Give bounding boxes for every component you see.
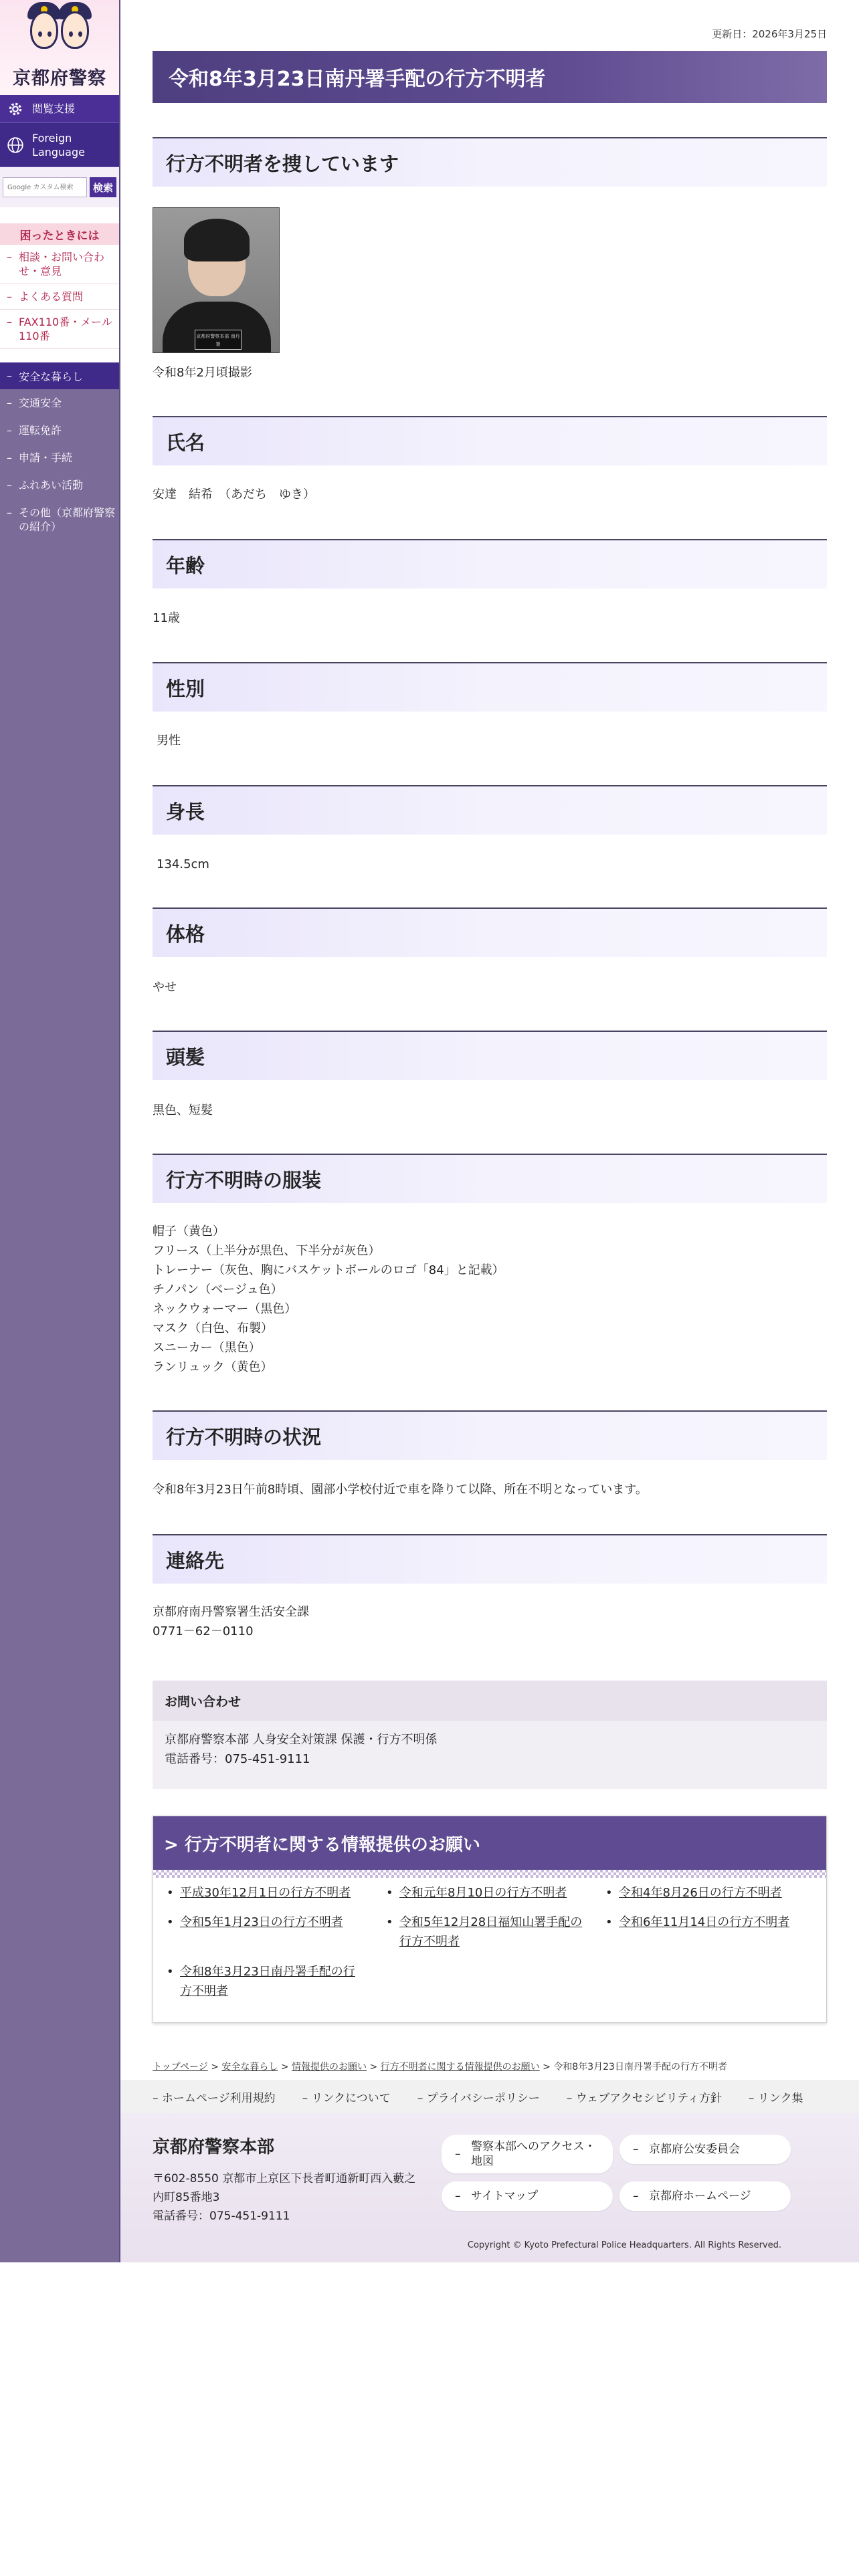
inquiry-heading: お問い合わせ — [153, 1681, 827, 1721]
name-value: 安達 結希 （あだち ゆき） — [153, 488, 315, 502]
section-searching: 行方不明者を捜しています — [153, 137, 827, 187]
gear-icon — [7, 100, 24, 118]
sidebar-item-traffic[interactable]: – 交通安全 — [0, 389, 119, 417]
clothes-list — [153, 1222, 504, 1377]
inquiry-line: 京都府警察本部 人身安全対策課 保護・行方不明係 — [165, 1733, 438, 1747]
related-link[interactable]: • 令和4年8月26日の行方不明者 — [605, 1883, 806, 1903]
footer-link-privacy[interactable]: – プライバシーポリシー — [417, 2091, 540, 2105]
breadcrumb-link[interactable]: 安全な暮らし — [221, 2062, 278, 2072]
foreign-language-button[interactable] — [0, 123, 119, 167]
pill-sitemap[interactable]: – サイトマップ — [442, 2181, 613, 2211]
missing-person-photo — [153, 207, 280, 353]
hair-value: 黒色、短髪 — [153, 1103, 213, 1117]
globe-icon — [7, 136, 24, 154]
footer-link-terms[interactable]: – ホームページ利用規約 — [153, 2091, 276, 2105]
section-clothes: 行方不明時の服装 — [153, 1154, 827, 1203]
trouble-menu — [0, 207, 119, 362]
related-link[interactable]: • 令和5年1月23日の行方不明者 — [167, 1913, 367, 1932]
breadcrumb: トップページ > 安全な暮らし > 情報提供のお願い > 行方不明者に関する情報提供のお願い > 令和8年3月23日南丹署手配の行方不明者 — [153, 2062, 727, 2072]
section-age: 年齢 — [153, 539, 827, 588]
sidebar-item-application[interactable]: – 申請・手続 — [0, 444, 119, 471]
trouble-item-faq[interactable]: – よくある質問 — [0, 284, 119, 310]
browse-support-button[interactable] — [0, 95, 119, 123]
related-link[interactable]: • 令和8年3月23日南丹署手配の行方不明者 — [167, 1962, 361, 2001]
pill-public-safety[interactable]: – 京都府公安委員会 — [619, 2135, 791, 2164]
related-link[interactable]: • 令和5年12月28日福知山署手配の行方不明者 — [386, 1913, 593, 1951]
pill-access-map[interactable]: – 警察本部へのアクセス・地図 — [442, 2135, 613, 2173]
breadcrumb-current: 令和8年3月23日南丹署手配の行方不明者 — [553, 2062, 727, 2072]
situation-value: 令和8年3月23日午前8時頃、園部小学校付近で車を降りて以降、所在不明となっています。 — [153, 1483, 648, 1497]
age-value: 11歳 — [153, 611, 180, 625]
contact-line: 0771－62－0110 — [153, 1624, 254, 1638]
clothes-item: ランリュック（黄色） — [153, 1360, 273, 1374]
clothes-item: フリース（上半分が黒色、下半分が灰色） — [153, 1244, 381, 1258]
related-links-heading: > 行方不明者に関する情報提供のお願い — [153, 1816, 826, 1870]
breadcrumb-link[interactable]: トップページ — [153, 2062, 208, 2072]
trouble-item-consult[interactable]: – 相談・お問い合わせ・意見 — [0, 245, 119, 284]
search-box — [0, 167, 119, 207]
height-value: 134.5cm — [157, 857, 209, 871]
site-logo[interactable] — [0, 0, 119, 95]
sidebar-item-community[interactable]: – ふれあい活動 — [0, 471, 119, 499]
section-contact: 連絡先 — [153, 1534, 827, 1584]
search-input[interactable] — [3, 177, 87, 197]
section-height: 身長 — [153, 785, 827, 835]
section-hair: 頭髪 — [153, 1031, 827, 1080]
clothes-item: スニーカー（黒色） — [153, 1341, 261, 1355]
related-link[interactable]: • 令和6年11月14日の行方不明者 — [605, 1913, 806, 1932]
updated-date: 更新日：2026年3月25日 — [712, 28, 827, 40]
sidebar-item-license[interactable]: – 運転免許 — [0, 417, 119, 444]
breadcrumb-link[interactable]: 行方不明者に関する情報提供のお願い — [380, 2062, 540, 2072]
clothes-item: マスク（白色、布製） — [153, 1321, 273, 1335]
related-link[interactable]: • 平成30年12月1日の行方不明者 — [167, 1883, 367, 1903]
photo-caption: 令和8年2月頃撮影 — [153, 366, 252, 380]
pill-prefecture-site[interactable]: – 京都府ホームページ — [619, 2181, 791, 2211]
inquiry-box — [153, 1681, 827, 1789]
sidebar-item-other[interactable]: – その他（京都府警察の紹介） — [0, 499, 119, 540]
search-button[interactable]: 検索 — [90, 177, 116, 197]
copyright: Copyright © Kyoto Prefectural Police Headquarters. All Rights Reserved. — [467, 2240, 781, 2250]
section-gender: 性別 — [153, 662, 827, 712]
footer-nav — [120, 2080, 859, 2113]
section-name: 氏名 — [153, 416, 827, 465]
mascot-icon — [27, 2, 92, 61]
page-title: 令和8年3月23日南丹署手配の行方不明者 — [153, 51, 827, 103]
sidebar-item-safe-living[interactable]: – 安全な暮らし — [0, 362, 119, 389]
footer-phone: 電話番号：075-451-9111 — [153, 2210, 290, 2223]
sidebar — [0, 0, 120, 2262]
footer-org-name: 京都府警察本部 — [153, 2137, 275, 2157]
photo-plate: 京都府警察本部 南丹署 — [195, 330, 242, 350]
inquiry-phone: 電話番号：075-451-9111 — [165, 1752, 310, 1766]
clothes-item: ネックウォーマー（黒色） — [153, 1302, 297, 1316]
contact-line: 京都府南丹警察署生活安全課 — [153, 1605, 309, 1619]
clothes-item: トレーナー（灰色、胸にバスケットボールのロゴ「84」と記載） — [153, 1263, 504, 1277]
build-value: やせ — [153, 980, 177, 994]
browse-support-label: 閲覧支援 — [32, 102, 76, 115]
section-situation: 行方不明時の状況 — [153, 1410, 827, 1460]
footer-address-block — [153, 2169, 420, 2226]
foreign-language-label: Foreign Language — [32, 131, 85, 158]
footer-address: 〒602-8550 京都市上京区下長者町通新町西入藪之内町85番地3 — [153, 2172, 416, 2204]
contact-value — [153, 1602, 309, 1641]
trouble-item-fax110[interactable]: – FAX110番・メール110番 — [0, 310, 119, 349]
footer — [120, 2113, 859, 2262]
related-links-box — [153, 1816, 827, 2023]
section-build: 体格 — [153, 907, 827, 957]
trouble-heading: 困ったときには — [0, 223, 119, 245]
gender-value: 男性 — [157, 734, 181, 748]
site-name: 京都府警察 — [13, 68, 106, 89]
footer-link-links-policy[interactable]: – リンクについて — [302, 2091, 391, 2105]
clothes-item: 帽子（黄色） — [153, 1224, 225, 1239]
clothes-item: チノパン（ベージュ色） — [153, 1283, 283, 1297]
related-link[interactable]: • 令和元年8月10日の行方不明者 — [386, 1883, 587, 1903]
breadcrumb-link[interactable]: 情報提供のお願い — [292, 2062, 367, 2072]
footer-link-link-collection[interactable]: – リンク集 — [748, 2091, 803, 2105]
footer-link-accessibility[interactable]: – ウェブアクセシビリティ方針 — [566, 2091, 722, 2105]
